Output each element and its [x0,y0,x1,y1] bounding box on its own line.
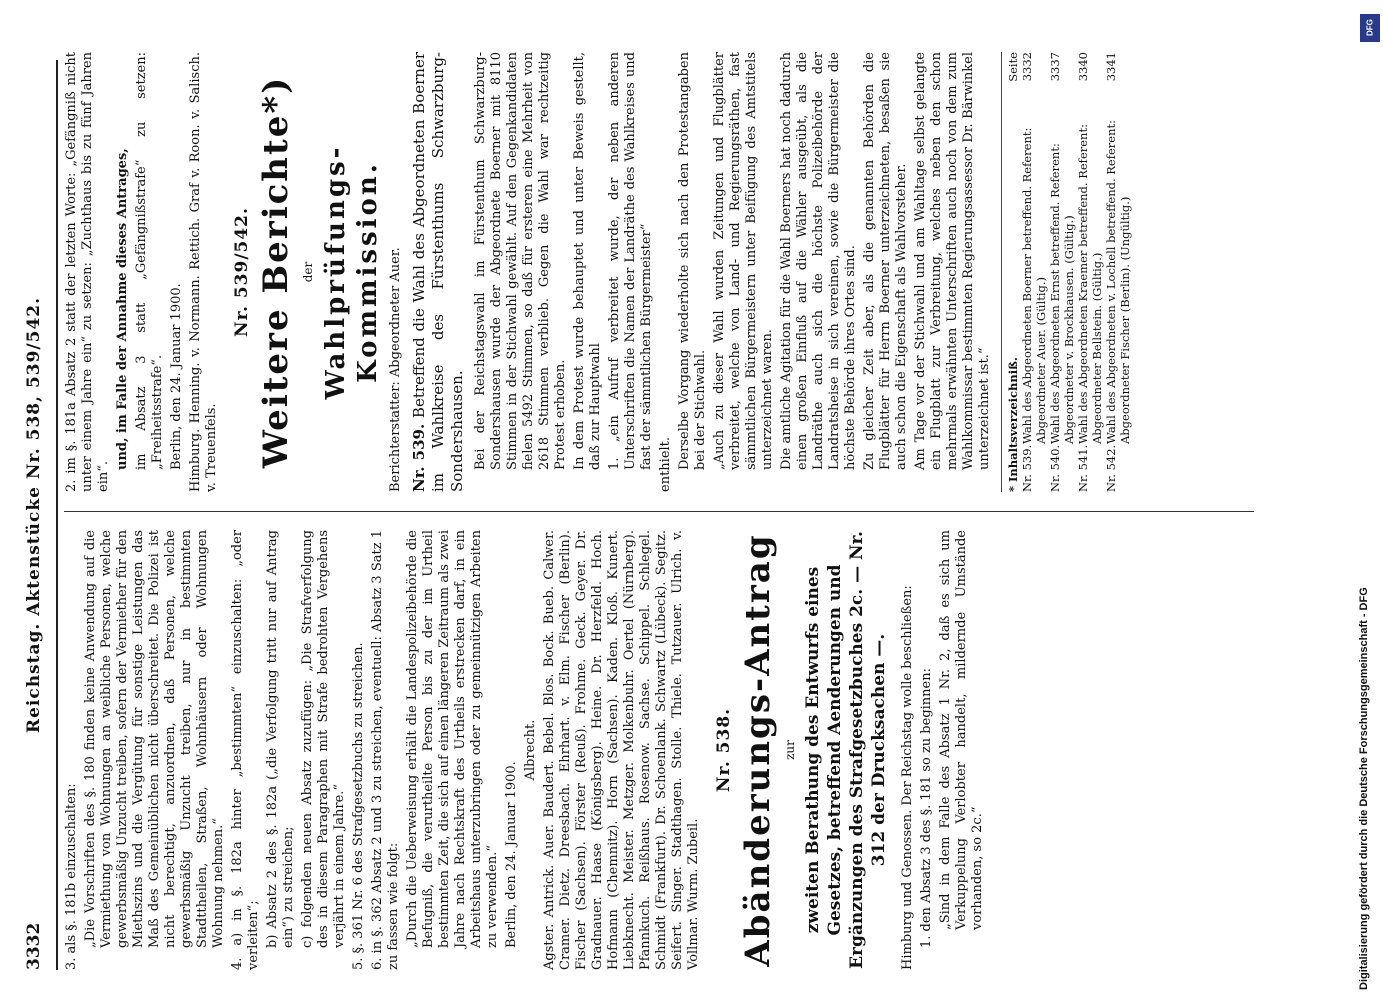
right-column [64,52,1132,492]
toc-row [1048,52,1076,492]
heading-reports: Weitere Berichte*) [256,75,296,469]
motion-2: 2. im §. 181a Absatz 2 statt der letzten Worte: „Gefängniß nicht unter einem Jahre ein“ zu setzen: „Zuchthaus bis zu fünf Jahren ein“. [64,52,111,492]
report-paragraph: enthielt. [658,436,673,492]
digitization-note: Digitalisierung gefördert durch die Deutsche Forschungsgemeinschaft - DFG [1358,587,1370,990]
dfg-logo: DFG [1360,14,1380,42]
toc-page-head: Seite [1006,52,1020,82]
motion-3: im Absatz 3 statt „Gefängnißstrafe“ zu setzen: „Freiheitsstrafe“. [134,52,165,470]
toc-page: 3340 [1076,52,1090,82]
left-column [64,530,989,970]
nr-538: Nr. 538. [714,707,734,793]
motion-and: und, im Falle der Annahme dieses Antrages, [115,148,130,470]
report-quote: Am Tage vor der Stichwahl und am Wahltage selbst gelangte ein Flugblatt zur Verbreitung, welches neben den schon mehrmals erwähnten Unterschriften auch noch von dem zum Wahlkommissar bestimmten Regierungsassessor Dr. Bärwinkel unterzeichnet ist.“ [913,52,992,470]
signer: Albrecht. [523,719,538,781]
report-quote: 1. „ein Aufruf verbreitet wurde, der neben anderen Unterschriften die Namen der Landräthe des Wahlkreises und fast der sämmtlichen Bürgermeister“ [607,52,654,470]
zur-label: zur [783,740,797,760]
signatory-names: Agster. Antrick. Auer. Baudert. Bebel. Blos. Bock. Bueb. Calwer. Cramer. Dietz. Dreesbach. Ehrhart. v. Elm. Fischer (Berlin). Fischer (Sachsen). Förster (Reuß). Frohme. Geck. Geyer. Dr. Gradnauer. Haase (Königsberg). Heine. Dr. Herzfeld. Hoch. Hofmann (Chemnitz). Horn (Sachsen). Kaden. Kloß. Kunert. Liebknecht. Meister. Metzger. Molkenbuhr. Oertel (Nürnberg). Pfannkuch. Reißhaus. Rosenow. Sachse. Schippel. Schlegel. Schmidt (Frankfurt). Dr. Schoenlank. Schwartz (Lübeck). Segitz. Seifert. Singer. Stadthagen. Stolle. Thiele. Tutzauer. Ulrich. v. Vollmar. Wurm. Zubeil. [542,530,701,970]
report-quote: Zu gleicher Zeit aber, als die genannten Behörden die Flugblätter für Herrn Boerner unterzeichneten, besaßen sie auch schon die Eigenschaft als Wahlvorsteher. [862,52,909,470]
date-left: Berlin, den 24. Januar 1900. [504,761,519,948]
para-5: 5. §. 361 Nr. 6 des Strafgesetzbuchs zu streichen. [351,642,366,970]
toc-nr: Nr. 541. [1076,444,1090,492]
nr-539-title-block [410,52,467,492]
toc-page: 3332 [1020,52,1034,82]
toc-row [1020,52,1048,492]
nr-539-title: Betreffend die Wahl des Abgeordneten Boerner im Wahlkreise des Fürstenthums Schwarzburg-Sondershausen. [410,52,466,492]
para-4a: 4. a) in §. 182a hinter „bestimmten“ einzuschalten: „oder verleiten“; [230,530,261,970]
report-quote: Die amtliche Agitation für die Wahl Boerners hat noch dadurch einen großen Einfluß auf die Wähler ausgeübt, als die Landräthe auch sich die höchste Polizeibehörde der Landratsheise in sich vereinen, sowie die Bürgermeister die höchste Behörde ihres Ortes sind. [779,52,858,470]
toc-page: 3337 [1048,52,1062,82]
toc-page: 3341 [1104,52,1118,82]
toc-text: Wahl des Abgeordneten Kraemer betreffend. Referent: Abgeordneter Bellstein. (Gültig.) [1076,124,1104,444]
toc-row [1104,52,1132,492]
running-title: Reichstag. Aktenstücke Nr. 538, 539/542. [24,296,44,734]
report-paragraph: Bei der Reichstagswahl im Fürstenthum Schwarzburg-Sondershausen wurde der Abgeordnete Boerner mit 8110 Stimmen in der Stichwahl gewählt. Auf den Gegenkandidaten fielen 5492 Stimmen, so daß für ersteren eine Mehrheit von 2618 Stimmen verblieb. Gegen die Wahl war rechtzeitig Protest erhoben. [473,52,568,470]
report-paragraph: In dem Protest wurde behauptet und unter Beweis gestellt, daß zur Hauptwahl [572,52,603,470]
para-3-intro: 3. als §. 181b einzuschalten: [64,783,79,970]
toc-header [1006,52,1020,492]
digitization-sidebar [1358,10,1382,990]
heading-538: Abänderungs-Antrag [738,533,778,967]
header-rule [56,60,58,970]
nr-539-label: Nr. 539. [410,423,428,492]
page-number: 3332 [24,922,44,970]
der-label: der [301,261,315,283]
toc-nr: Nr. 542. [1104,444,1118,492]
subject-538: zweiten Berathung des Entwurfs eines Gesetzes, betreffend Aenderungen und Ergänzungen des Strafgesetzbuches 2c. — Nr. 312 der Drucksachen —. [803,531,889,969]
table-of-contents [1001,52,1132,492]
para-3-text: „Die Vorschriften des §. 180 finden keine Anwendung auf die Vermiethung von Wohnungen an weibliche Personen, welche gewerbsmäßig Unzucht treiben, sofern der Vermiether für den Miethszins und die Vergütung für sonstige Leistungen das Maß des Gemeinüblichen nicht überschreitet. Die Polizei ist nicht berechtigt, anzuordnen, daß Personen, welche gewerbsmäßig Unzucht treiben, nur in bestimmten Stadttheilen, Straßen, Wohnhäusern oder Wohnungen Wohnung nehmen.“ [83,530,226,948]
column-divider [64,511,1254,512]
date-right: Berlin, den 24. Januar 1900. [169,283,184,470]
commission-heading: Wahlprüfungs-Kommission. [321,144,383,400]
running-header [26,60,50,970]
toc-text: Wahl des Abgeordneten Boerner betreffend. Referent: Abgeordneter Auer. (Gültig.) [1020,127,1048,444]
nr-539-542: Nr. 539/542. [232,207,252,337]
toc-nr: Nr. 539. [1020,444,1034,492]
para-4b: b) Absatz 2 des §. 182a („die Verfolgung tritt nur auf Antrag ein“) zu streichen; [265,530,296,948]
toc-text: Wahl des Abgeordneten v. Lochell betreffend. Referent: Abgeordneter Fischer (Berlin). (Ungültig.) [1104,119,1132,444]
report-quote: „Auch zu dieser Wahl wurden Zeitungen und Flugblätter verbreitet, welche von Land- und Regierungsräthen, fast sämmtlichen Bürgermeistern unter Beifügung des Amtstitels unterzeichnet waren. [712,52,775,470]
para-6-intro: 6. in §. 362 Absatz 2 und 3 zu streichen, eventuell: Absatz 3 Satz 1 zu fassen wie folgt: [370,530,401,970]
toc-title: * Inhaltsverzeichniß. [1006,357,1020,492]
report-paragraph: Derselbe Vorgang wiederholte sich nach den Protestangaben bei der Stichwahl. [677,52,708,470]
motion-1: 1. den Absatz 3 des §. 181 so zu beginnen: [919,668,934,948]
toc-row [1076,52,1104,492]
motion-1-text: „Sind in dem Falle des Absatz 1 Nr. 2, daß es sich um Verkuppelung Verlobter handelt, mildernde Umstände vorhanden, so 2c.“ [938,530,985,930]
rapporteur: Berichterstatter: Abgeordneter Auer. [388,247,403,492]
para-6-text: „Durch die Ueberweisung erhält die Landespolizeibehörde die Befugniß, die verurtheilte Person bis zu der im Urtheil bestimmten Zeit, die sich auf einen längeren Zeitraum als zwei Jahre nach Rechtskraft des Urtheils erstrecken darf, in ein Arbeitshaus unterzubringen oder zu gemeinnützigen Arbeiten zu verwenden.“ [405,530,500,948]
signers-right: Himburg. Henning. v. Normann. Rettich. Graf v. Roon. v. Salisch. v. Treuenfels. [188,52,219,492]
para-4c: c) folgenden neuen Absatz zuzufügen: „Die Strafverfolgung des in diesem Paragraphen mit Strafe bedrohten Vergehens verjährt in einem Jahre.“ [300,530,347,948]
toc-text: Wahl des Abgeordneten Ernst betreffend. Referent: Abgeordneter v. Brockhausen. (Gültig.) [1048,143,1076,444]
motion-intro: Himburg und Genossen. Der Reichstag wolle beschließen: [900,585,915,970]
toc-nr: Nr. 540. [1048,444,1062,492]
